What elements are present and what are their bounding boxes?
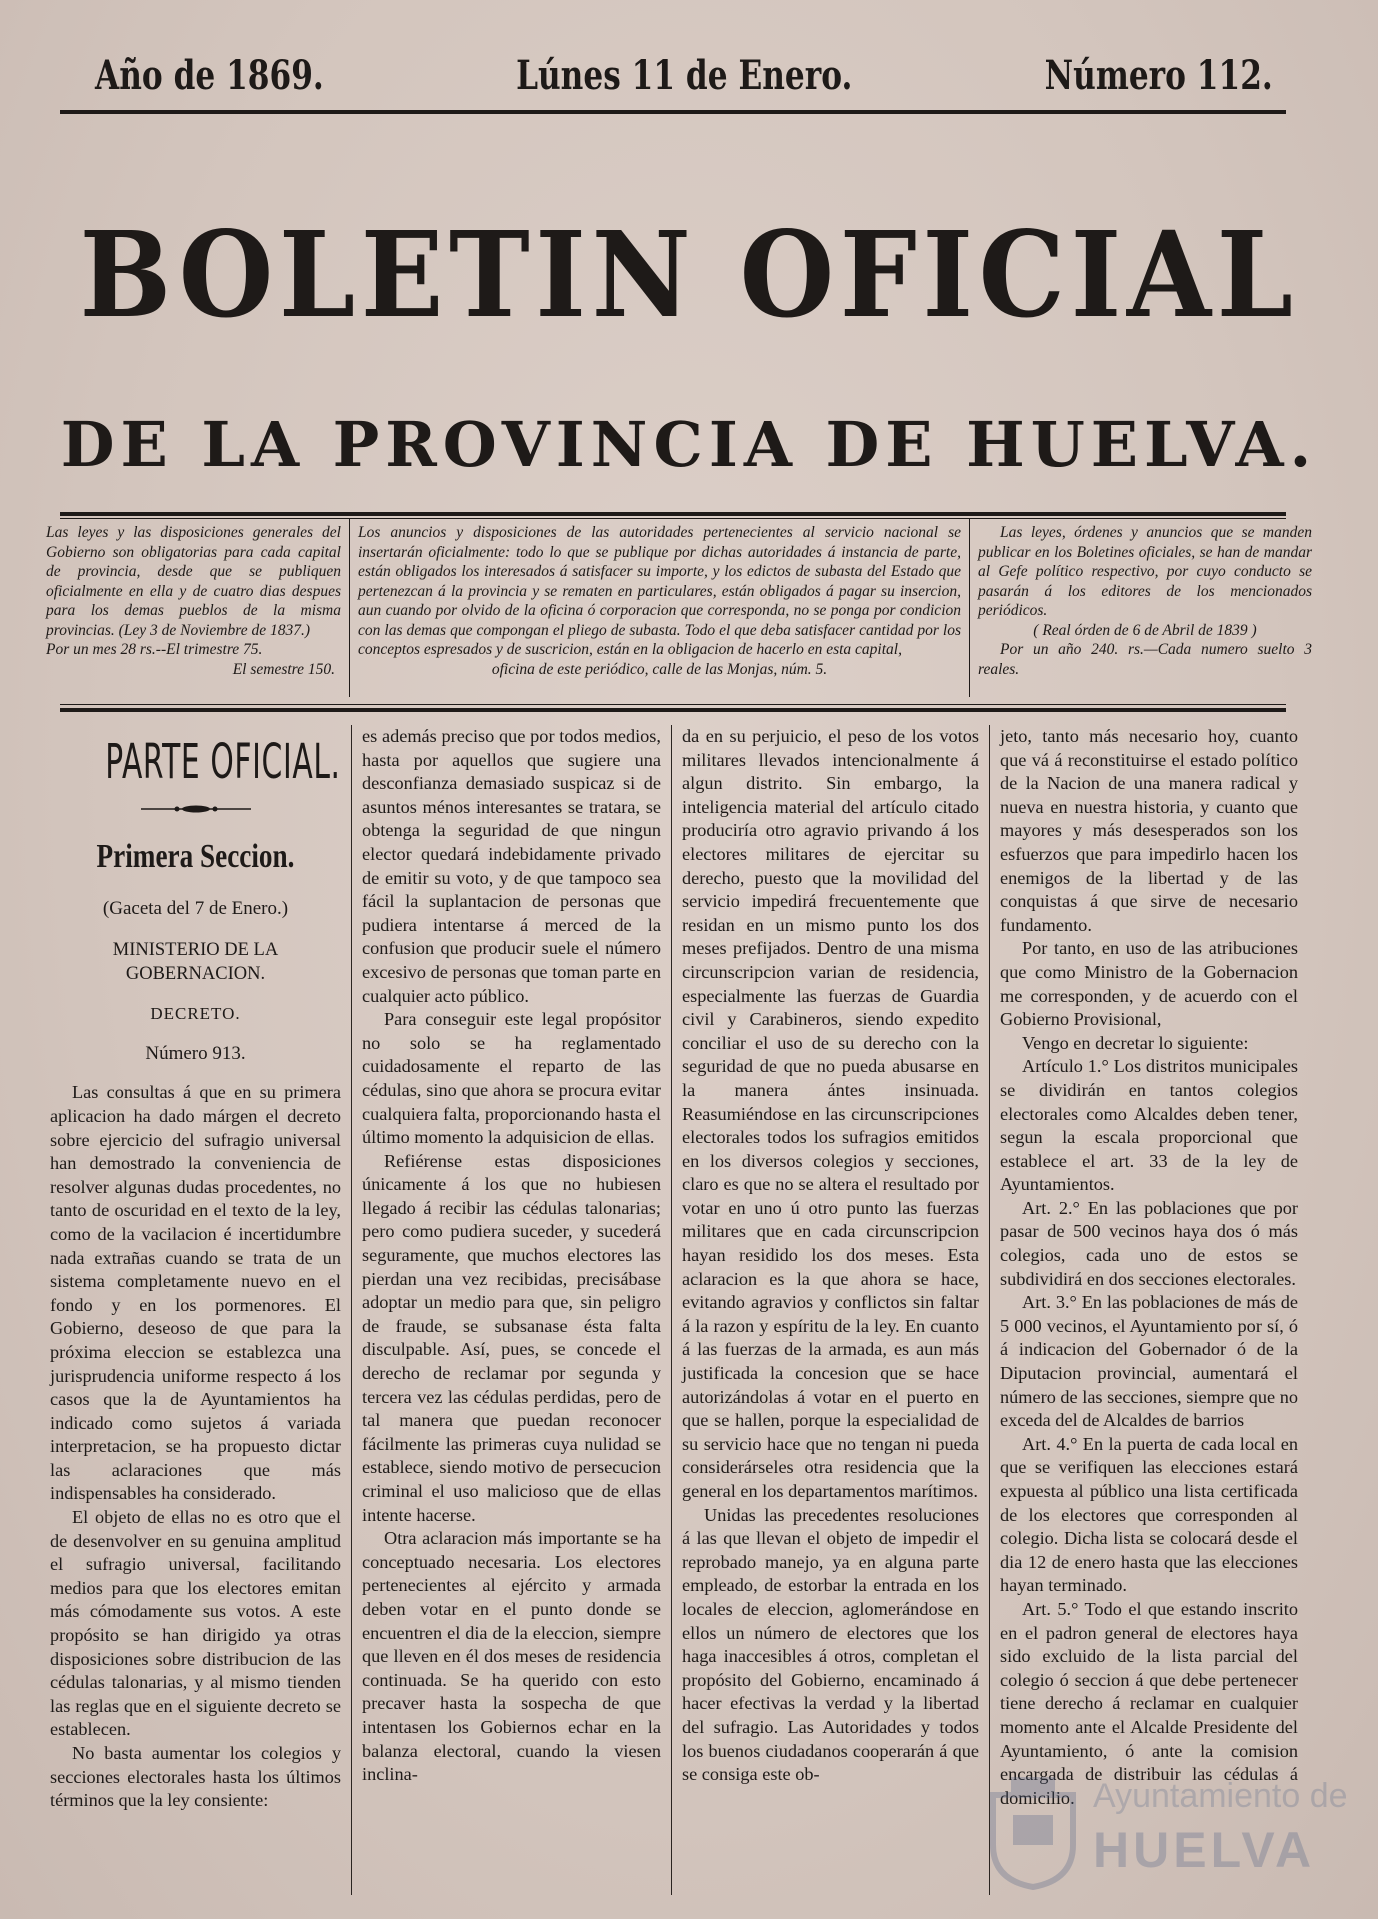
- column-2: [352, 725, 672, 1895]
- paragraph: da en su perjuicio, el peso de los votos militares llevados intencionalmente á algun distrito. Sin embargo, la inteligencia material del artículo citado produciría otro agravio privando á los electores militares de ejercitar su derecho, puesto que la movilidad del servicio impedirá frecuentemente que residan en un mismo punto los dos meses prefijados. Dentro de una misma circunscripcion varian de residencia, especialmente las fuerzas de Guardia civil y Carabineros, siendo expedito conciliar el uso de su derecho con la seguridad de que no pueda abusarse en la manera ántes insinuada. Reasumiéndose en las circunscripciones electorales todos los sufragios emitidos en los diversos colegios y secciones, claro es que no se altera el resultado por votar en uno ú otro punto las fuerzas militares que en cada circunscripcion hayan residido los dos meses. Esta aclaracion es la que ahora se hace, evitando agravios y conflictos sin faltar á la razon y espíritu de la ley. En cuanto á las fuerzas de la armada, es aun más justificada la concesion que se hace autorizándolas á votar en el puerto en que se hallen, porque la especialidad de su servicio hace que no tengan ni pueda considerárseles otra residencia que la general en los departamentos marítimos.: [682, 726, 979, 1501]
- notice-left: [38, 519, 350, 697]
- masthead-rule: [60, 110, 1286, 114]
- paragraph: Las consultas á que en su primera aplicacion ha dado márgen el decreto sobre ejercicio del sufragio universal han demostrado la conveniencia de resolver algunas dudas procedentes, no tanto de oscuridad en el texto de la ley, como de la vacilacion é incertidumbre nada extrañas cuando se trata de un sistema completamente nuevo en el fondo y en los pormenores. El Gobierno, deseoso de que para la próxima eleccion se establezca una jurisprudencia uniforme respecto á los casos que la de Ayuntamientos ha indicado como sujetos á variada interpretacion, se ha propuesto dictar las aclaraciones que más indispensables ha considerado.: [50, 1082, 341, 1504]
- notice-bottom-rule-thin: [60, 704, 1286, 705]
- gaceta-reference: (Gaceta del 7 de Enero.): [102, 897, 289, 919]
- notice-center: [350, 519, 970, 697]
- column-4: [990, 725, 1308, 1895]
- ornament-divider: [50, 797, 341, 821]
- paragraph: El objeto de ellas no es otro que el de desenvolver en su genuina amplitud el sufragio universal, facilitando medios para que los electores emitan más cómodamente sus votos. A este propósito se han dirigido ya otras disposiciones sobre distribucion de las cédulas talonarias, y al mismo tienden las reglas que en el siguiente decreto se establecen.: [50, 1507, 341, 1740]
- issue-date: Lúnes 11 de Enero.: [516, 52, 853, 99]
- issue-number: Número 112.: [1044, 52, 1273, 99]
- paragraph: Unidas las precedentes resoluciones á las que llevan el objeto de impedir el reprobado manejo, ya en alguna parte empleado, de estorbar la entrada en los locales de eleccion, aglomerándose en ellos un número de electores que los haga inaccesibles á otros, completan el propósito del Gobierno, encaminado á hacer efectivas la verdad y la libertad del sufragio. Las Autoridades y todos los buenos ciudadanos cooperarán á que se consiga este ob-: [682, 1504, 979, 1785]
- paragraph: es además preciso que por todos medios, hasta por aquellos que sugiere una desconfianza demasiado suspicaz si de asuntos ménos interesantes se tratara, se obtenga la seguridad de que ningun elector quedará indebidamente privado de emitir su voto, y de que tampoco sea fácil la suplantacion de personas que pudiera intentarse á merced de la confusion que producir suele el número excesivo de personas que toman parte en cualquier acto público.: [362, 726, 661, 1006]
- issue-year: Año de 1869.: [95, 52, 324, 99]
- newspaper-subtitle: DE LA PROVINCIA DE HUELVA.: [60, 408, 1318, 481]
- watermark-line2: HUELVA: [1093, 1822, 1316, 1878]
- column-1: [40, 725, 352, 1895]
- paragraph: No basta aumentar los colegios y secciones electorales hasta los últimos términos que la ley consiente:: [50, 1743, 341, 1811]
- article-columns: [40, 725, 1308, 1895]
- paragraph: Para conseguir este legal propósitor no solo se ha reglamentado cuidadosamente el reparto de las cédulas, sino que ahora se procura evitar cualquiera falta, proporcionando hasta el último momento la adquisicion de ellas.: [362, 1009, 661, 1148]
- article-4: Art. 4.° En la puerta de cada local en que se verifiquen las elecciones estará expuesta al público una lista certificada de los electores que corresponden al colegio. Dicha lista se colocará desde el dia 12 de enero hasta que las elecciones hayan terminado.: [1000, 1433, 1298, 1596]
- notice-center-address: oficina de este periódico, calle de las Monjas, núm. 5.: [491, 660, 828, 678]
- notice-bottom-rule: [60, 708, 1286, 712]
- notice-center-text: Los anuncios y disposiciones de las autoridades pertenecientes al servicio nacional se insertarán oficialmente: todo lo que se publique por dichas autoridades á instancia de parte, están obligados los interesados á satisfacer su importe, y los edictos de subasta del Estado que pertenezcan á la provincia y se rematen en particulares, están obligados á pagar su insercion, aun cuando por olvido de la oficina ó corporacion que corresponda, no se ponga por condicion con las demas que compongan el pliego de subasta. Todo el que deba satisfacer cantidad por los conceptos espresados y de suscricion, están en la obligacion de hacerlo en esta capital,: [358, 524, 961, 658]
- decree-number: Número 913.: [145, 1042, 246, 1064]
- paragraph: Otra aclaracion más importante se ha conceptuado necesaria. Los electores pertenecientes al ejército y armada deben votar en el punto donde se encuentren el dia de la eleccion, siempre que lleven en él dos meses de residencia continuada. Se ha querido con esto precaver hasta la sospecha de que intentasen los Gobiernos echar en la balanza electoral, cuando la viesen inclina-: [362, 1528, 661, 1785]
- paragraph: Por tanto, en uso de las atribuciones que como Ministro de la Gobernacion me corresponden, y de acuerdo con el Gobierno Provisional,: [1000, 938, 1298, 1030]
- ministry-heading: MINISTERIO DE LA GOBERNACION.: [112, 940, 279, 985]
- section-heading-parte-oficial: PARTE OFICIAL.: [105, 734, 341, 790]
- article-3: Art. 3.° En las poblaciones de más de 5 000 vecinos, el Ayuntamiento por sí, ó á indicacion del Gobernador ó de la Diputacion provincial, aumentará el número de las secciones, siempre que no exceda del de Alcaldes de barrios: [1000, 1292, 1298, 1431]
- notice-right-price: Por un año 240. rs.—Cada numero suelto 3 reales.: [978, 641, 1312, 678]
- notice-top-rule: [60, 512, 1286, 516]
- notice-left-price-semester: El semestre 150.: [232, 660, 335, 678]
- watermark-line1: Ayuntamiento de: [1093, 1777, 1348, 1815]
- decree-heading: DECRETO.: [150, 1004, 241, 1024]
- article-5: Art. 5.° Todo el que estando inscrito en el padron general de electores haya sido excluido de la lista parcial del colegio ó seccion á que debe pertenecer tiene derecho á reclamar en cualquier momento ante el Alcalde Presidente del Ayuntamiento, ó ante la comision encargada de distribuir las cédulas á domicilio.: [1000, 1598, 1298, 1808]
- notice-band: [38, 519, 1320, 697]
- column-3: [672, 725, 990, 1895]
- notice-right-ref: ( Real órden de 6 de Abril de 1839 ): [1033, 621, 1257, 639]
- ornament-divider-icon: [141, 804, 251, 814]
- paragraph: Vengo en decretar lo siguiente:: [1022, 1032, 1249, 1053]
- newspaper-title: BOLETIN OFICIAL: [79, 205, 1299, 344]
- notice-left-text: Las leyes y las disposiciones generales del Gobierno son obligatorias para cada capital de provincia, desde que se publiquen oficialmente en ella y de cuatro dias despues para los demas pueblos de la misma provincias. (Ley 3 de Noviembre de 1837.): [46, 524, 341, 639]
- paragraph: Refiérense estas disposiciones únicamente á los que no hubiesen llegado á recibir las cédulas talonarias; pero como pudiera suceder, y sucederá seguramente, que muchos electores las pierdan una vez recibidas, precisábase adoptar un medio para que, sin peligro de fraude, se subsanase ésta falta disculpable. Así, pues, se concede el derecho de reclamar por segunda y tercera vez las cédulas perdidas, pero de tal manera que puedan reconocer fácilmente las primeras cuya nulidad se establece, siendo motivo de persecucion criminal el uso malicioso que de ellas intente hacerse.: [362, 1150, 661, 1525]
- paragraph: jeto, tanto más necesario hoy, cuanto que vá á reconstituirse el estado político de la Nacion de una manera radical y nueva en nuestra historia, y cuanto que mayores y más desesperados son los esfuerzos que para impedirlo hacen los enemigos de la libertad y de las conquistas á que sirve de necesario fundamento.: [1000, 726, 1298, 935]
- masthead-topline: [95, 52, 1273, 99]
- section-subheading: Primera Seccion.: [96, 837, 295, 875]
- article-2: Art. 2.° En las poblaciones que por pasar de 500 vecinos haya dos ó más colegios, cada uno de estos se subdividirá en dos secciones electorales.: [1000, 1197, 1298, 1289]
- notice-right: [970, 519, 1320, 697]
- notice-right-text: Las leyes, órdenes y anuncios que se manden publicar en los Boletines oficiales, se han de mandar al Gefe político respectivo, por cuyo conducto se pasarán á los editores de los mencionados periódicos.: [978, 524, 1312, 619]
- article-1: Artículo 1.° Los distritos municipales se dividirán en tantos colegios electorales como Alcaldes deben tener, segun la escala proporcional que establece el art. 33 de la ley de Ayuntamientos.: [1000, 1056, 1298, 1195]
- notice-left-price: Por un mes 28 rs.--El trimestre 75.: [46, 641, 263, 658]
